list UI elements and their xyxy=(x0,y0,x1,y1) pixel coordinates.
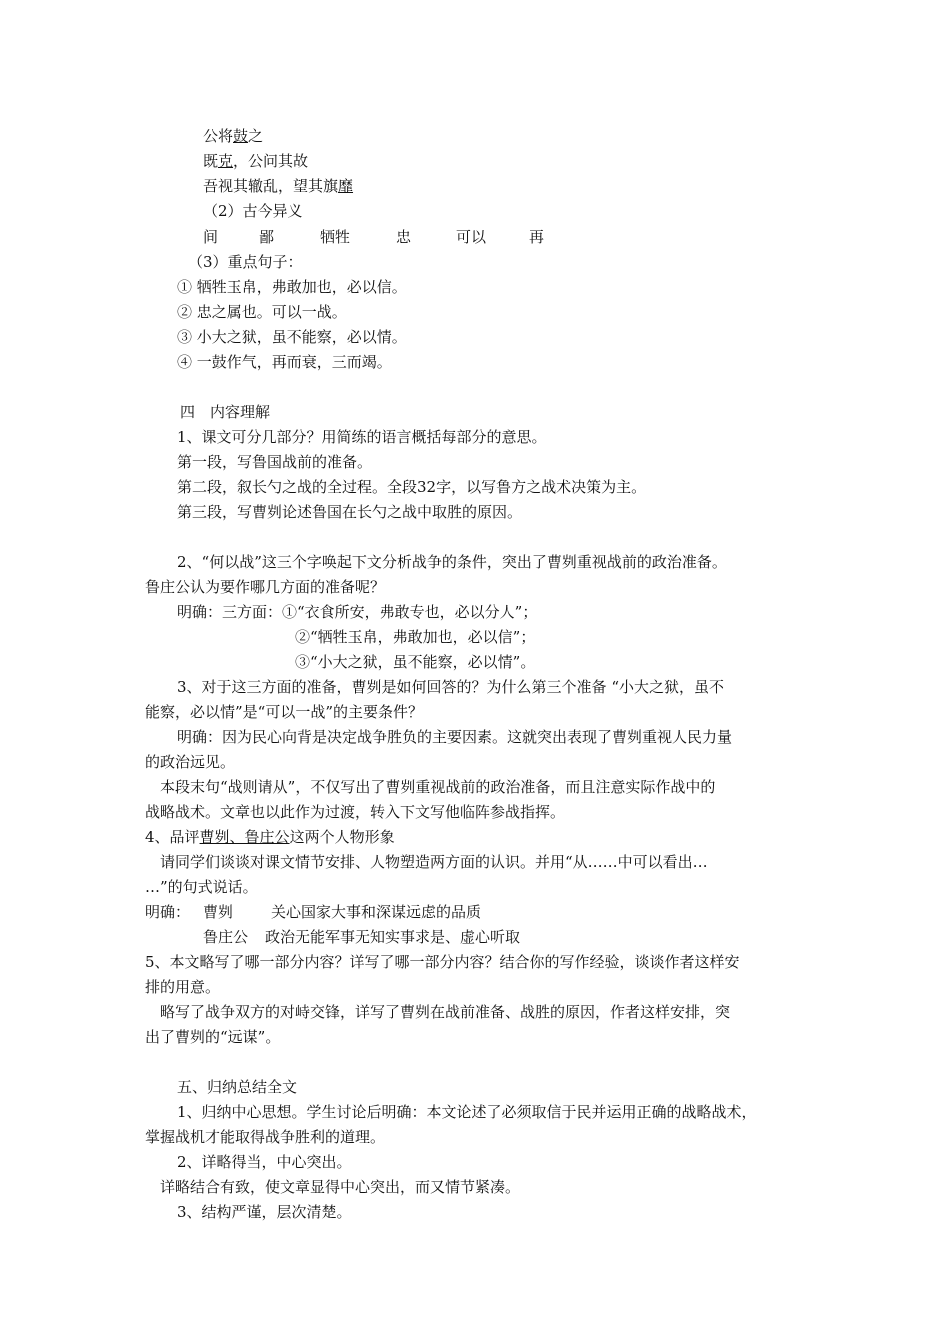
word-item: 忠 xyxy=(396,228,412,246)
answer-2-line-2: ②“牺牲玉帛，弗敢加也，必以信”； xyxy=(295,628,536,646)
question-4-text: 这两个人物形象 xyxy=(289,828,395,846)
vocab-text: ，公问其故 xyxy=(233,152,309,170)
vocab-text: 公将 xyxy=(203,127,234,145)
summary-2: 2、详略得当，中心突出。 xyxy=(177,1153,352,1171)
word-item: 间 xyxy=(203,228,219,246)
key-sentence: ④ 一鼓作气，再而衰，三而竭。 xyxy=(177,353,392,371)
question-3-line-1: 3、对于这三方面的准备，曹刿是如何回答的？为什么第三个准备 “小大之狱，虽不 xyxy=(177,678,724,696)
section-5-heading: 五、归纳总结全文 xyxy=(177,1078,298,1096)
answer-5-line-2: 出了曹刿的“远谋”。 xyxy=(145,1028,281,1046)
summary-3: 3、结构严谨，层次清楚。 xyxy=(177,1203,352,1221)
paragraph-summary-3: 第三段，写曹刿论述鲁国在长勺之战中取胜的原因。 xyxy=(177,503,523,521)
vocab-line-1 xyxy=(203,124,263,149)
vocab-text: 既 xyxy=(203,152,219,170)
key-sentence: ① 牺牲玉帛，弗敢加也，必以信。 xyxy=(177,278,407,296)
underlined-word: 鼓 xyxy=(233,127,249,145)
paragraph-summary-2: 第二段，叙长勺之战的全过程。全段32字，以写鲁方之战术决策为主。 xyxy=(177,478,647,496)
question-3-line-2: 能察，必以情”是“可以一战”的主要条件？ xyxy=(145,703,424,721)
question-4-line-3: …”的句式说话。 xyxy=(145,878,258,896)
key-sentence: ② 忠之属也。可以一战。 xyxy=(177,303,347,321)
section-4-heading: 四 内容理解 xyxy=(180,403,271,421)
answer-3-line-2: 的政治远见。 xyxy=(145,753,236,771)
word-item: 可以 xyxy=(456,228,487,246)
underlined-word: 靡 xyxy=(338,177,354,195)
question-5-line-2: 排的用意。 xyxy=(145,978,221,996)
paragraph-4-line-2: 战略战术。文章也以此作为过渡，转入下文写他临阵参战指挥。 xyxy=(145,803,566,821)
paragraph-summary-1: 第一段，写鲁国战前的准备。 xyxy=(177,453,373,471)
question-4-line-1 xyxy=(145,825,395,850)
underlined-names: 曹刿、鲁庄公 xyxy=(199,828,290,846)
vocab-line-3 xyxy=(203,174,353,199)
summary-1-line-2: 掌握战机才能取得战争胜利的道理。 xyxy=(145,1128,386,1146)
key-sentences-heading: （3）重点句子： xyxy=(188,253,303,271)
underlined-word: 克 xyxy=(218,152,234,170)
summary-1-line-1: 1、归纳中心思想。学生讨论后明确：本文论述了必须取信于民并运用正确的战略战术， xyxy=(177,1103,757,1121)
vocab-text: 吾视其辙乱，望其旗 xyxy=(203,177,339,195)
paragraph-4-line-1: 本段末句“战则请从”，不仅写出了曹刿重视战前的政治准备，而且注意实际作战中的 xyxy=(160,778,716,796)
answer-5-line-1: 略写了战争双方的对峙交锋，详写了曹刿在战前准备、战胜的原因，作者这样安排，突 xyxy=(160,1003,731,1021)
question-4-line-2: 请同学们谈谈对课文情节安排、人物塑造两方面的认识。并用“从……中可以看出… xyxy=(160,853,708,871)
question-2-line-2: 鲁庄公认为要作哪几方面的准备呢？ xyxy=(145,578,386,596)
character-name: 鲁庄公 xyxy=(203,928,249,946)
word-item: 牺牲 xyxy=(320,228,351,246)
question-1: 1、课文可分几部分？用简练的语言概括每部分的意思。 xyxy=(177,428,547,446)
character-description: 政治无能军事无知实事求是、虚心听取 xyxy=(265,928,521,946)
key-sentence: ③ 小大之狱，虽不能察，必以情。 xyxy=(177,328,407,346)
vocab-text: 之 xyxy=(248,127,264,145)
answer-3-line-1: 明确：因为民心向背是决定战争胜负的主要因素。这就突出表现了曹刿重视人民力量 xyxy=(177,728,733,746)
summary-2-detail: 详略结合有致，使文章显得中心突出，而又情节紧凑。 xyxy=(160,1178,521,1196)
character-description: 关心国家大事和深谋远虑的品质 xyxy=(271,903,482,921)
vocab-line-2 xyxy=(203,149,308,174)
word-item: 再 xyxy=(529,228,545,246)
ancient-modern-heading: （2）古今异义 xyxy=(203,202,303,220)
word-item: 鄙 xyxy=(259,228,275,246)
answer-4-label: 明确： xyxy=(145,903,191,921)
question-2-line-1: 2、“何以战”这三个字唤起下文分析战争的条件，突出了曹刿重视战前的政治准备。 xyxy=(177,553,727,571)
character-name: 曹刿 xyxy=(203,903,234,921)
question-4-text: 4、品评 xyxy=(145,828,200,846)
question-5-line-1: 5、本文略写了哪一部分内容？详写了哪一部分内容？结合你的写作经验，谈谈作者这样安 xyxy=(145,953,740,971)
answer-2-line-3: ③“小大之狱，虽不能察，必以情”。 xyxy=(295,653,536,671)
answer-2-line-1: 明确：三方面：①“衣食所安，弗敢专也，必以分人”； xyxy=(177,603,538,621)
